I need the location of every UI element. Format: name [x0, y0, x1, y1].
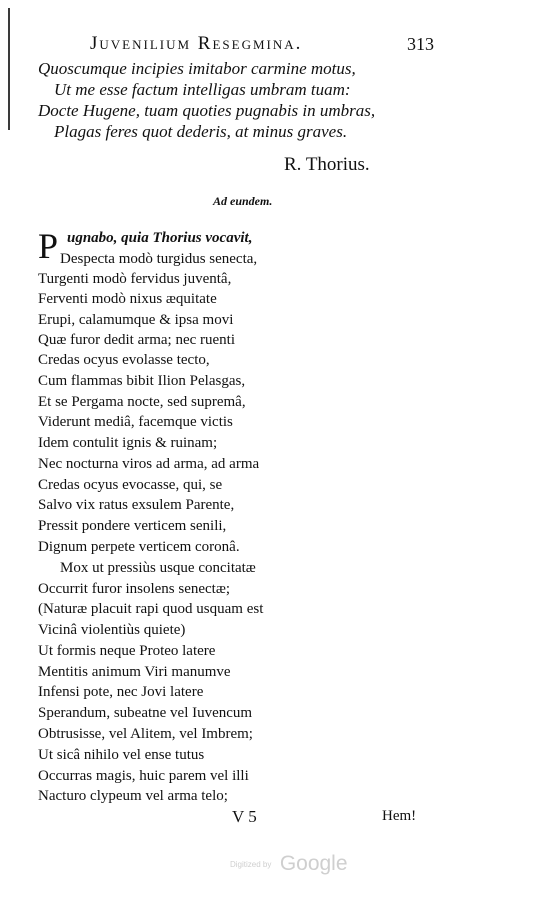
author-signature: R. Thorius.: [284, 154, 370, 175]
poem-line: Vicinâ violentiùs quiete): [38, 622, 186, 638]
section-heading: Ad eundem.: [213, 194, 273, 208]
poem-line: Occurras magis, huic parem vel illi: [38, 768, 249, 784]
poem-line: Credas ocyus evolasse tecto,: [38, 352, 210, 368]
poem-line: ugnabo, quia Thorius vocavit,: [67, 230, 253, 246]
poem-line: Ut formis neque Proteo latere: [38, 643, 216, 659]
poem-line: Cum flammas bibit Ilion Pelasgas,: [38, 373, 246, 389]
drop-cap: P: [38, 226, 59, 266]
poem-line: Nec nocturna viros ad arma, ad arma: [38, 456, 260, 472]
poem-line: Pressit pondere verticem senili,: [38, 518, 227, 534]
poem-line: Credas ocyus evocasse, qui, se: [38, 477, 223, 493]
watermark-caption: Digitized by: [230, 859, 272, 869]
poem-line: Erupi, calamumque & ipsa movi: [38, 312, 234, 328]
intro-line: Plagas feres quot dederis, at minus graves.: [54, 122, 348, 141]
digitization-watermark: [230, 852, 348, 876]
poem-line: Sperandum, subeatne vel Iuvencum: [38, 705, 253, 721]
poem-line: Mentitis animum Viri manumve: [38, 664, 231, 680]
poem-line: Salvo vix ratus exsulem Parente,: [38, 497, 235, 513]
poem-line: Nacturo clypeum vel arma telo;: [38, 788, 228, 804]
intro-line: Ut me esse factum intelligas umbram tuam:: [54, 80, 351, 99]
poem-line: Et se Pergama nocte, sed supremâ,: [38, 394, 246, 410]
poem-line: Idem contulit ignis & ruinam;: [38, 435, 218, 451]
poem-line: Infensi pote, nec Jovi latere: [38, 684, 204, 700]
page-edge-rule: [8, 8, 10, 130]
page-number: 313: [407, 34, 434, 54]
running-header: Juvenilium Resegmina.: [90, 33, 303, 54]
poem-line: Quæ furor dedit arma; nec ruenti: [38, 332, 236, 348]
poem-line: Despecta modò turgidus senecta,: [60, 251, 258, 267]
poem-line: Occurrit furor insolens senectæ;: [38, 581, 231, 597]
poem-line: (Naturæ placuit rapi quod usquam est: [38, 601, 264, 617]
poem-line: Dignum perpete verticem coronâ.: [38, 539, 240, 555]
google-logo-icon: Google: [279, 852, 348, 875]
poem-line: Viderunt mediâ, facemque victis: [38, 414, 233, 430]
intro-line: Docte Hugene, tuam quoties pugnabis in umbras,: [38, 101, 376, 120]
poem-line: Ferventi modò nixus æquitate: [38, 291, 217, 307]
poem-line: Turgenti modò fervidus juventâ,: [38, 271, 232, 287]
signature-mark: V 5: [232, 807, 257, 826]
poem-line: Ut sicâ nihilo vel ense tutus: [38, 747, 205, 763]
poem-line: Mox ut pressiùs usque concitatæ: [60, 560, 256, 576]
intro-line: Quoscumque incipies imitabor carmine motus,: [38, 59, 356, 78]
catchword: Hem!: [382, 808, 417, 824]
poem-line: Obtrusisse, vel Alitem, vel Imbrem;: [38, 726, 253, 742]
